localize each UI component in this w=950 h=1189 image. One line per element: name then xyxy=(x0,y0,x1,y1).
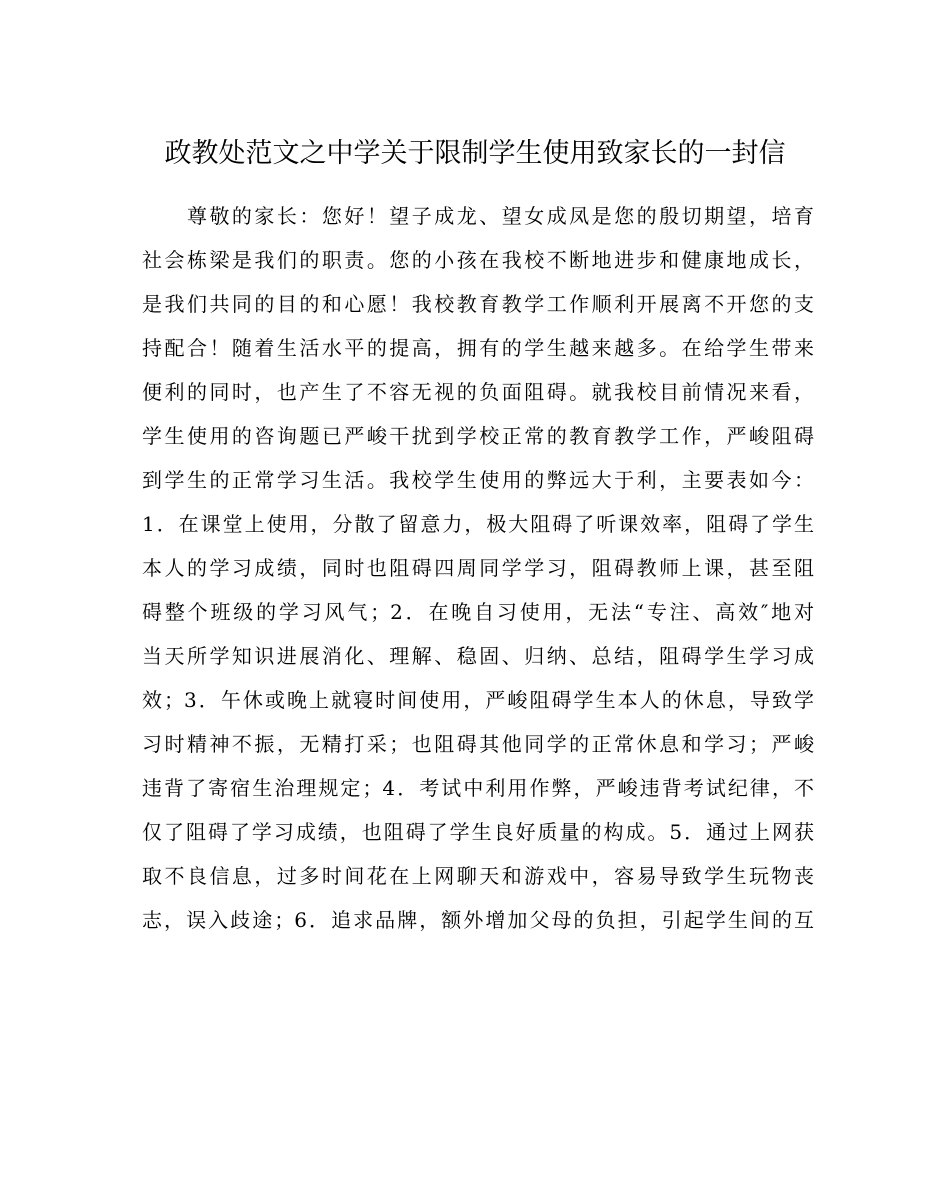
body-line: 违背了寄宿生治理规定；4．考试中利用作弊，严峻违背考试纪律，不 xyxy=(142,776,814,800)
body-line: 仅了阻碍了学习成绩，也阻碍了学生良好质量的构成。5．通过上网获 xyxy=(142,820,814,844)
body-line: 便利的同时，也产生了不容无视的负面阻碍。就我校目前情况来看， xyxy=(142,380,814,404)
document-body xyxy=(142,194,814,942)
body-line: 习时精神不振，无精打采；也阻碍其他同学的正常休息和学习；严峻 xyxy=(142,732,814,756)
body-line: 是我们共同的目的和心愿！我校教育教学工作顺利开展离不开您的支 xyxy=(142,292,814,316)
body-line: 到学生的正常学习生活。我校学生使用的弊远大于利，主要表如今： xyxy=(142,468,814,492)
body-line: 1．在课堂上使用，分散了留意力，极大阻碍了听课效率，阻碍了学生 xyxy=(142,512,814,536)
body-line: 尊敬的家长：您好！望子成龙、望女成凤是您的殷切期望，培育 xyxy=(142,204,814,228)
document-title: 政教处范文之中学关于限制学生使用致家长的一封信 xyxy=(164,138,786,169)
body-line: 取不良信息，过多时间花在上网聊天和游戏中，容易导致学生玩物丧 xyxy=(142,864,814,888)
body-line: 本人的学习成绩，同时也阻碍四周同学学习，阻碍教师上课，甚至阻 xyxy=(142,556,814,580)
body-line: 效；3．午休或晚上就寝时间使用，严峻阻碍学生本人的休息，导致学 xyxy=(142,688,814,712)
body-line: 持配合！随着生活水平的提高，拥有的学生越来越多。在给学生带来 xyxy=(142,336,814,360)
body-line: 碍整个班级的学习风气；2．在晚自习使用，无法“专注、高效″地对 xyxy=(142,600,814,624)
body-line: 志，误入歧途；6．追求品牌，额外增加父母的负担，引起学生间的互 xyxy=(142,908,814,932)
body-line: 学生使用的咨询题已严峻干扰到学校正常的教育教学工作，严峻阻碍 xyxy=(142,424,814,448)
body-line: 社会栋梁是我们的职责。您的小孩在我校不断地进步和健康地成长， xyxy=(142,248,814,272)
body-line: 当天所学知识进展消化、理解、稳固、归纳、总结，阻碍学生学习成 xyxy=(142,644,814,668)
